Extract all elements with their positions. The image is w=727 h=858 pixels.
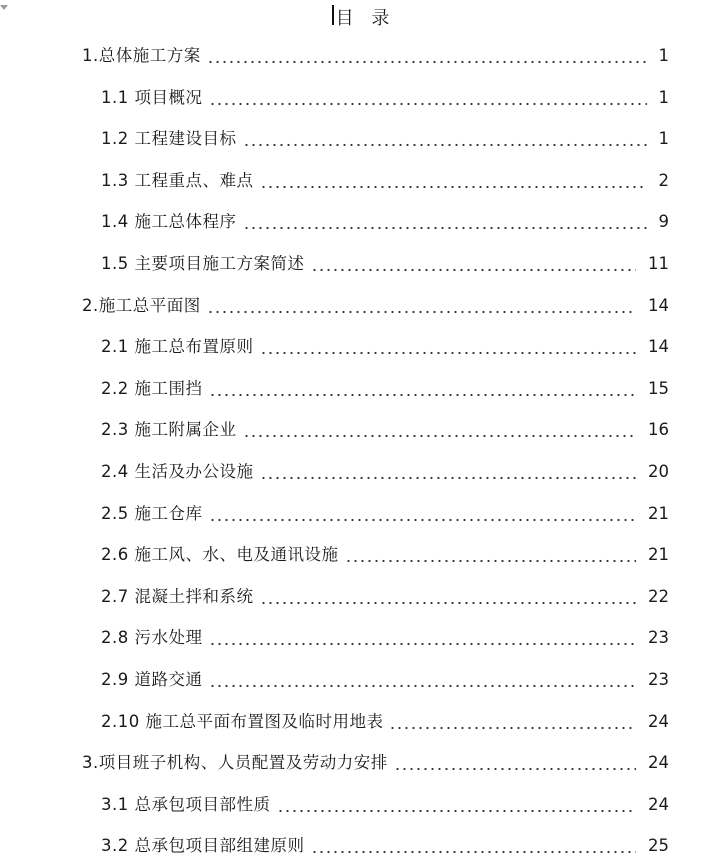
toc-entry-page: 2 xyxy=(658,170,669,190)
toc-entry-page: 11 xyxy=(648,254,669,273)
toc-entry-label: 1.2 工程建设目标 xyxy=(101,129,237,149)
toc-entry[interactable] xyxy=(101,210,669,234)
toc-leader-dots xyxy=(389,710,636,734)
toc-entry-page: 23 xyxy=(648,670,669,689)
title-area xyxy=(0,4,727,28)
toc-leader-dots xyxy=(243,210,647,234)
toc-entry[interactable] xyxy=(101,793,669,817)
toc-entry-page: 20 xyxy=(648,462,669,481)
toc-leader-dots xyxy=(394,751,636,775)
toc-entry-label: 2.施工总平面图 xyxy=(82,295,201,315)
toc-entry-label: 2.2 施工围挡 xyxy=(101,378,203,398)
toc-leader-dots xyxy=(311,252,637,276)
toc-leader-dots xyxy=(209,668,637,692)
toc-entry-label: 2.8 污水处理 xyxy=(101,628,203,648)
toc-leader-dots xyxy=(260,169,647,193)
toc-leader-dots xyxy=(209,86,647,110)
toc-entry[interactable] xyxy=(101,252,669,276)
toc-entry-page: 1 xyxy=(658,129,669,149)
toc-leader-dots xyxy=(209,377,637,401)
toc-entry-page: 23 xyxy=(648,628,669,648)
toc-entry-page: 16 xyxy=(648,420,669,440)
toc-leader-dots xyxy=(209,626,637,650)
toc-entry[interactable] xyxy=(101,585,669,609)
toc-entry-label: 1.5 主要项目施工方案简述 xyxy=(101,254,305,273)
toc-entry[interactable] xyxy=(101,460,669,484)
toc-entry[interactable] xyxy=(82,294,669,318)
toc-entry[interactable] xyxy=(101,834,669,858)
toc-leader-dots xyxy=(260,460,637,484)
toc-entry-label: 1.1 项目概况 xyxy=(101,87,203,107)
toc-entry-page: 21 xyxy=(648,503,669,523)
page-title: 目 录 xyxy=(335,8,396,29)
toc-entry-label: 2.5 施工仓库 xyxy=(101,503,203,523)
toc-entry-label: 2.6 施工风、水、电及通讯设施 xyxy=(101,545,339,565)
toc-entry-label: 3.2 总承包项目部组建原则 xyxy=(101,836,305,856)
toc-entry-label: 2.7 混凝土拌和系统 xyxy=(101,586,254,606)
toc-entry-label: 2.10 施工总平面布置图及临时用地表 xyxy=(101,711,384,731)
text-cursor xyxy=(332,5,334,25)
toc-leader-dots xyxy=(277,793,637,817)
toc-entry[interactable] xyxy=(82,751,669,775)
toc-entry[interactable] xyxy=(101,502,669,526)
toc-leader-dots xyxy=(209,502,637,526)
toc-entry[interactable] xyxy=(101,377,669,401)
toc-entry-page: 22 xyxy=(648,586,669,606)
toc-entry-label: 2.9 道路交通 xyxy=(101,670,203,689)
toc-entry[interactable] xyxy=(101,710,669,734)
toc-entry-label: 2.3 施工附属企业 xyxy=(101,420,237,440)
toc-leader-dots xyxy=(207,294,636,318)
toc-leader-dots xyxy=(260,585,637,609)
toc-entry-label: 1.3 工程重点、难点 xyxy=(101,170,254,190)
toc-entry-label: 2.1 施工总布置原则 xyxy=(101,337,254,357)
toc-entry[interactable] xyxy=(82,44,669,68)
toc-entry-label: 1.4 施工总体程序 xyxy=(101,212,237,232)
toc-entry[interactable] xyxy=(101,127,669,151)
toc-entry[interactable] xyxy=(101,543,669,567)
toc-entry-page: 14 xyxy=(648,337,669,357)
toc-entry-label: 3.1 总承包项目部性质 xyxy=(101,794,271,814)
toc-leader-dots xyxy=(207,44,647,68)
toc-entry-label: 1.总体施工方案 xyxy=(82,46,201,65)
toc-entry-page: 1 xyxy=(658,87,669,107)
toc-entry[interactable] xyxy=(101,418,669,442)
toc-leader-dots xyxy=(311,834,637,858)
toc-entry[interactable] xyxy=(101,86,669,110)
toc-leader-dots xyxy=(345,543,637,567)
toc-entry-page: 1 xyxy=(658,46,669,65)
toc-entry-page: 25 xyxy=(648,836,669,856)
toc-entry-page: 14 xyxy=(648,295,669,315)
toc-entry-page: 9 xyxy=(658,212,669,232)
toc-entry-label: 3.项目班子机构、人员配置及劳动力安排 xyxy=(82,753,388,773)
toc-entry-label: 2.4 生活及办公设施 xyxy=(101,462,254,481)
toc-leader-dots xyxy=(260,335,637,359)
toc-entry[interactable] xyxy=(101,335,669,359)
toc-entry[interactable] xyxy=(101,169,669,193)
toc-entry-page: 21 xyxy=(648,545,669,565)
toc-entry[interactable] xyxy=(101,626,669,650)
toc-leader-dots xyxy=(243,127,647,151)
toc-leader-dots xyxy=(243,418,637,442)
toc-entry-page: 24 xyxy=(648,711,669,731)
toc-entry-page: 15 xyxy=(648,378,669,398)
toc-entry[interactable] xyxy=(101,668,669,692)
toc-entry-page: 24 xyxy=(648,794,669,814)
toc-entry-page: 24 xyxy=(648,753,669,773)
